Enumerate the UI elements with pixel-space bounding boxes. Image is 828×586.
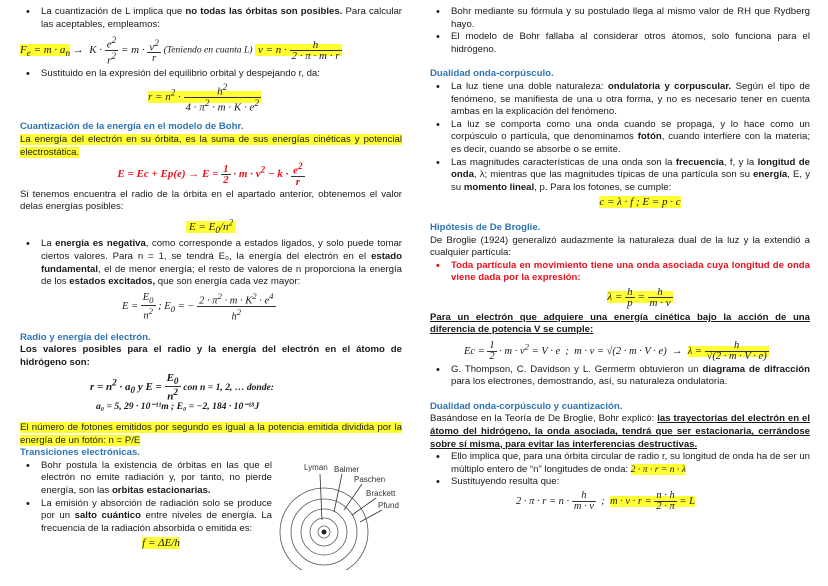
photons-text: El número de fotones emitidos por segundo es igual a la potencia emitida dividida por la energía de un fotón: n = P/E <box>20 422 402 446</box>
radius-values-text: Los valores posibles para el radio y la energía del electrón en el átomo de hidrógeno son: <box>20 344 402 369</box>
label-pfund: Pfund <box>378 501 399 510</box>
list-item: • G. Thompson, C. Davidson y L. Germerm obtuvieron un diagrama de difracción para los electrones, demostrando, así, su naturaleza ondulatoria. <box>430 364 810 389</box>
bohr-atom-diagram <box>274 460 402 570</box>
line-brackett <box>352 498 376 515</box>
radius-text: Si tenemos encuentra el radio de la órbita en el apartado anterior, obtenemos el valor delas energías posibles: <box>20 188 402 213</box>
equation-orbit: $F_e = m \cdot a_n \to K$ · $\frac{e^2}{r^2}$ = m · $\frac{v^2}{r}$ (Teniendo en cuanta L) v = n · $\frac{h}{2 \cdot \pi \cdot m \cdot r}$ <box>20 35 340 67</box>
heading-debroglie: Hipótesis de De Broglie. <box>430 221 541 233</box>
list-item: • Las magnitudes características de una onda son la frecuencia, f, y la longitud de onda, λ; mientras que las magnitudes típicas de una partícula son su energía, E, y su momento lineal, p. Para los fotones, se cumple: <box>430 157 810 195</box>
heading-radius: Radio y energía del electrón. <box>20 331 151 343</box>
equation-photon: c = λ · f ; E = p · c <box>599 196 681 209</box>
orbit-5 <box>280 488 368 570</box>
heading-transitions: Transiciones electrónicas. <box>20 447 140 459</box>
constants: a₀ = 5, 29 · 10⁻¹¹m ; E₀ = −2, 184 · 10⁻¹⁸J <box>96 401 260 413</box>
equation-en: $E = E_0/n^2$ <box>20 216 402 236</box>
list-item: • Sustituyendo resulta que: <box>430 476 810 489</box>
equation-frequency: f = ΔE/h <box>142 537 180 550</box>
quantization-text: Basándose en la Teoría de De Broglie, Bohr explicó: las trayectorias del electrón en el átomo del hidrógeno, la onda asociada, tendrá que ser estacionaria, cerrándose sobre sí misma, para evitar las interferencias destructivas. <box>430 413 810 450</box>
list-item: • La luz se comporta como una onda cuando se propaga, y lo hace como un corpúsculo o partícula, que denominamos fotón, cuando interfiere con la materia; es decir, cuando se absorbe o se emite. <box>430 119 810 157</box>
list-item: • Ello implica que, para una órbita circular de radio r, su longitud de onda ha de ser un múltiplo entero de “n” longitudes de onda: 2 · π · r = n · λ <box>430 451 810 476</box>
list-item: • El modelo de Bohr fallaba al considerar otros átomos, solo funciona para el hidrógeno. <box>430 31 810 56</box>
nucleus <box>322 530 327 535</box>
right-column <box>430 6 810 512</box>
heading-quantization: Dualidad onda-corpúsculo y cuantización. <box>430 400 623 412</box>
line-lyman <box>320 474 322 520</box>
list-item: • La cuantización de L implica que no todas las órbitas son posibles. Para calcular las aceptables, empleamos: <box>20 6 402 31</box>
equation-electron: Ec = $\frac{1}{2}$ · $m \cdot v^2 = V \cdot e$ ; m · v = √(2 · m · V · e) → λ = $\frac{h}{√(2 \cdot m \cdot V \cdot e)}$ <box>464 339 767 362</box>
list-item: • Sustituido en la expresión del equilibrio orbital y despejando r, da: <box>20 68 402 81</box>
energy-definition: La energía del electrón en su órbita, es la suma de sus energías cinéticas y potencial electrostática. <box>20 134 402 158</box>
heading-energy: Cuantización de la energía en el modelo de Bohr. <box>20 121 244 133</box>
equation-lambda: λ = $\frac{h}{p}$ = $\frac{h}{m \cdot v}$ <box>607 285 671 309</box>
equation-energy: E = Ec + Ep(e) → E = $\frac{1}{2}$ · $m \cdot v^2 - k$ · $\frac{e^2}{r}$ <box>117 161 303 188</box>
list-item: • Bohr mediante su fórmula y su postulado llega al mismo valor de RH que Rydberg hayo. <box>430 6 810 31</box>
list-item: • La energía es negativa, como corresponde a estados ligados, y solo puede tomar ciertos valores. Para n = 1, se tendrá E₀, la energía del electrón en el estado fundamental, el de menor energía; el resto de valores de n proporciona la energía de los estados excitados, que son energía cada vez mayor: <box>20 238 402 288</box>
label-brackett: Brackett <box>366 489 396 498</box>
list-item: • La emisión y absorción de radiación solo se produce por un salto cuántico entre niveles de energía. La frecuencia de la radiación absorbida o emitida es: <box>20 498 272 536</box>
label-paschen: Paschen <box>354 475 386 484</box>
equation-radius: $r = n^2$ · $\frac{h^2}{4 \cdot \pi^2 \cdot m \cdot K \cdot e^2}$ <box>148 82 259 114</box>
line-balmer <box>334 474 342 512</box>
electron-text: Para un electrón que adquiere una energía cinética bajo la acción de una diferencia de potencia V se cumple: <box>430 311 810 336</box>
equation-values: $r = n^2 \cdot a_0$ y E = $\frac{E_0}{n^2}$ con n = 1, 2, … donde: <box>90 371 274 403</box>
label-balmer: Balmer <box>334 465 360 474</box>
list-item: • Toda partícula en movimiento tiene una onda asociada cuya longitud de onda viene dada por la expresión: <box>430 260 810 285</box>
list-item: • Bohr postula la existencia de órbitas en las que el electrón no emite radiación y, por tanto, no pierde energía, son las orbitas estacionarias. <box>20 460 272 498</box>
heading-duality: Dualidad onda-corpúsculo. <box>430 68 554 80</box>
equation-e0: E = $\frac{E_0}{n^2}$ ; $E_0$ = − $\frac{2 \cdot \pi^2 \cdot m \cdot K^2 \cdot e^4}{h^2}$ <box>122 290 274 323</box>
debroglie-text: De Broglie (1924) generalizó audazmente la naturaleza dual de la luz y la extendió a cualquier partícula: <box>430 234 810 259</box>
list-item: • La luz tiene una doble naturaleza: ondulatoria y corpuscular. Según el tipo de fenómeno, se manifiesta de una u otra forma, y no es necesario tener en cuenta ambas en la explicación del fenómeno. <box>430 81 810 119</box>
label-lyman: Lyman <box>304 463 328 472</box>
equation-quantization: 2 · π · r = n · $\frac{h}{m \cdot v}$ ; m · v · r = $\frac{n \cdot h}{2 \cdot \pi}$ = L <box>516 490 695 512</box>
